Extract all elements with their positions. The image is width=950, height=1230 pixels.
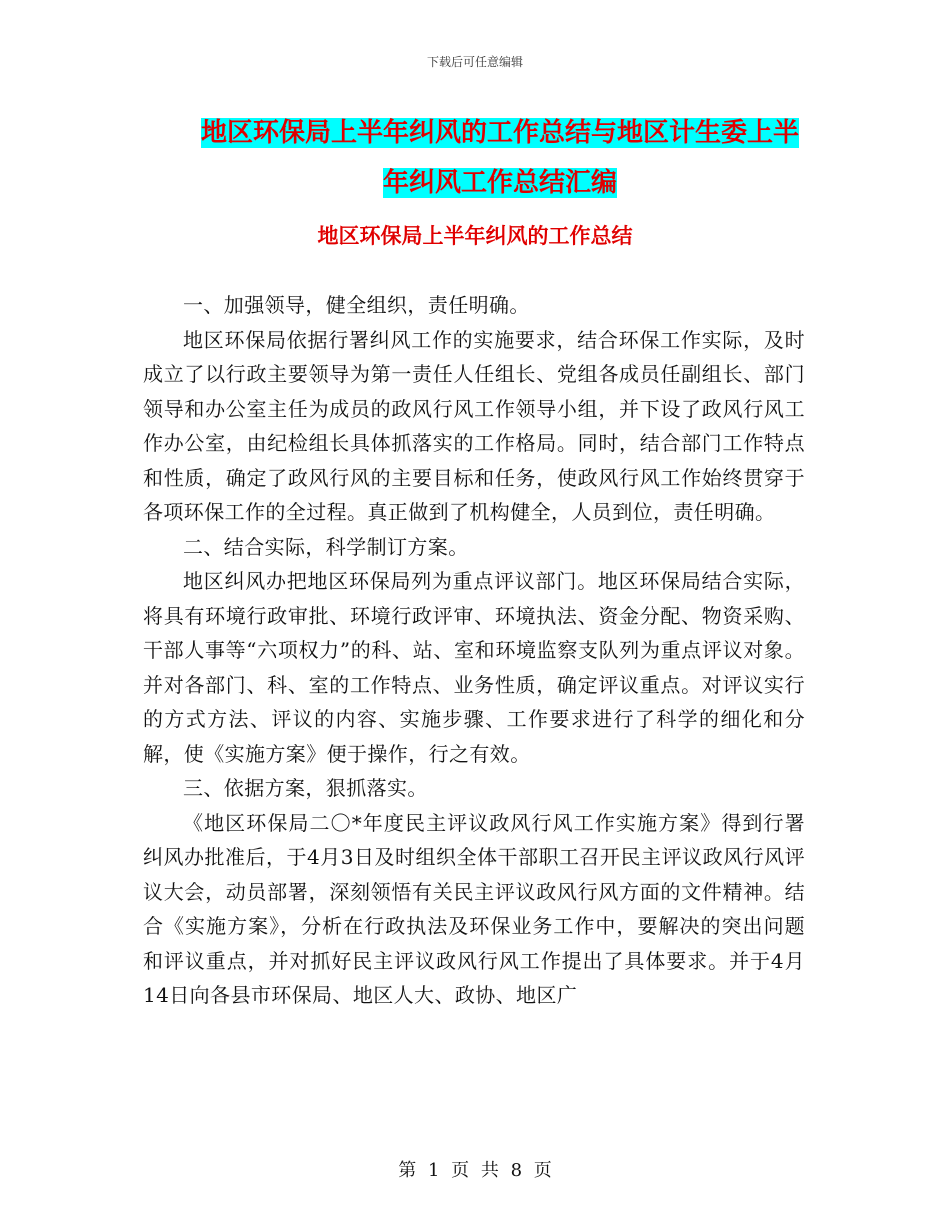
body-heading-3: 三、依据方案，狠抓落实。	[183, 776, 428, 800]
document-title-line-2: 年纠风工作总结汇编	[382, 168, 617, 198]
body-paragraph-3: 《地区环保局二〇*年度民主评议政风行风工作实施方案》得到行署纠风办批准后，于4月3日及时组织全体干部职工召开民主评议政风行风评议大会，动员部署，深刻领悟有关民主评议政风行风方面的文件精神。结合《实施方案》，分析在行政执法及环保业务工作中，要解决的突出问题和评议重点，并对抓好民主评议政风行风工作提出了具体要求。并于4月14日向各县市环保局、地区人大、政协、地区广	[143, 810, 805, 1007]
body-heading-1: 一、加强领导，健全组织，责任明确。	[183, 293, 530, 317]
body-heading-2: 二、结合实际，科学制订方案。	[183, 534, 469, 559]
document-body	[143, 288, 805, 1013]
body-paragraph-2: 地区纠风办把地区环保局列为重点评议部门。地区环保局结合实际，将具有环境行政审批、环境行政评审、环境执法、资金分配、物资采购、干部人事等“六项权力”的科、站、室和环境监察支队列为重点评议对象。并对各部门、科、室的工作特点、业务性质，确定评议重点。对评议实行的方式方法、评议的内容、实施步骤、工作要求进行了科学的细化和分解，使《实施方案》便于操作，行之有效。	[143, 569, 805, 766]
document-title-line-1: 地区环保局上半年纠风的工作总结与地区计生委上半	[200, 118, 799, 148]
section-title: 地区环保局上半年纠风的工作总结	[317, 224, 633, 248]
page-header-note: 下载后可任意编辑	[426, 55, 523, 69]
document-title	[140, 108, 860, 208]
page-number-footer: 第 1 页 共 8 页	[398, 1160, 552, 1181]
body-paragraph-1: 地区环保局依据行署纠风工作的实施要求，结合环保工作实际，及时成立了以行政主要领导为第一责任人任组长、党组各成员任副组长、部门领导和办公室主任为成员的政风行风工作领导小组，并下设了政风行风工作办公室，由纪检组长具体抓落实的工作格局。同时，结合部门工作特点和性质，确定了政风行风的主要目标和任务，使政风行风工作始终贯穿于各项环保工作的全过程。真正做到了机构健全，人员到位，责任明确。	[143, 327, 805, 524]
